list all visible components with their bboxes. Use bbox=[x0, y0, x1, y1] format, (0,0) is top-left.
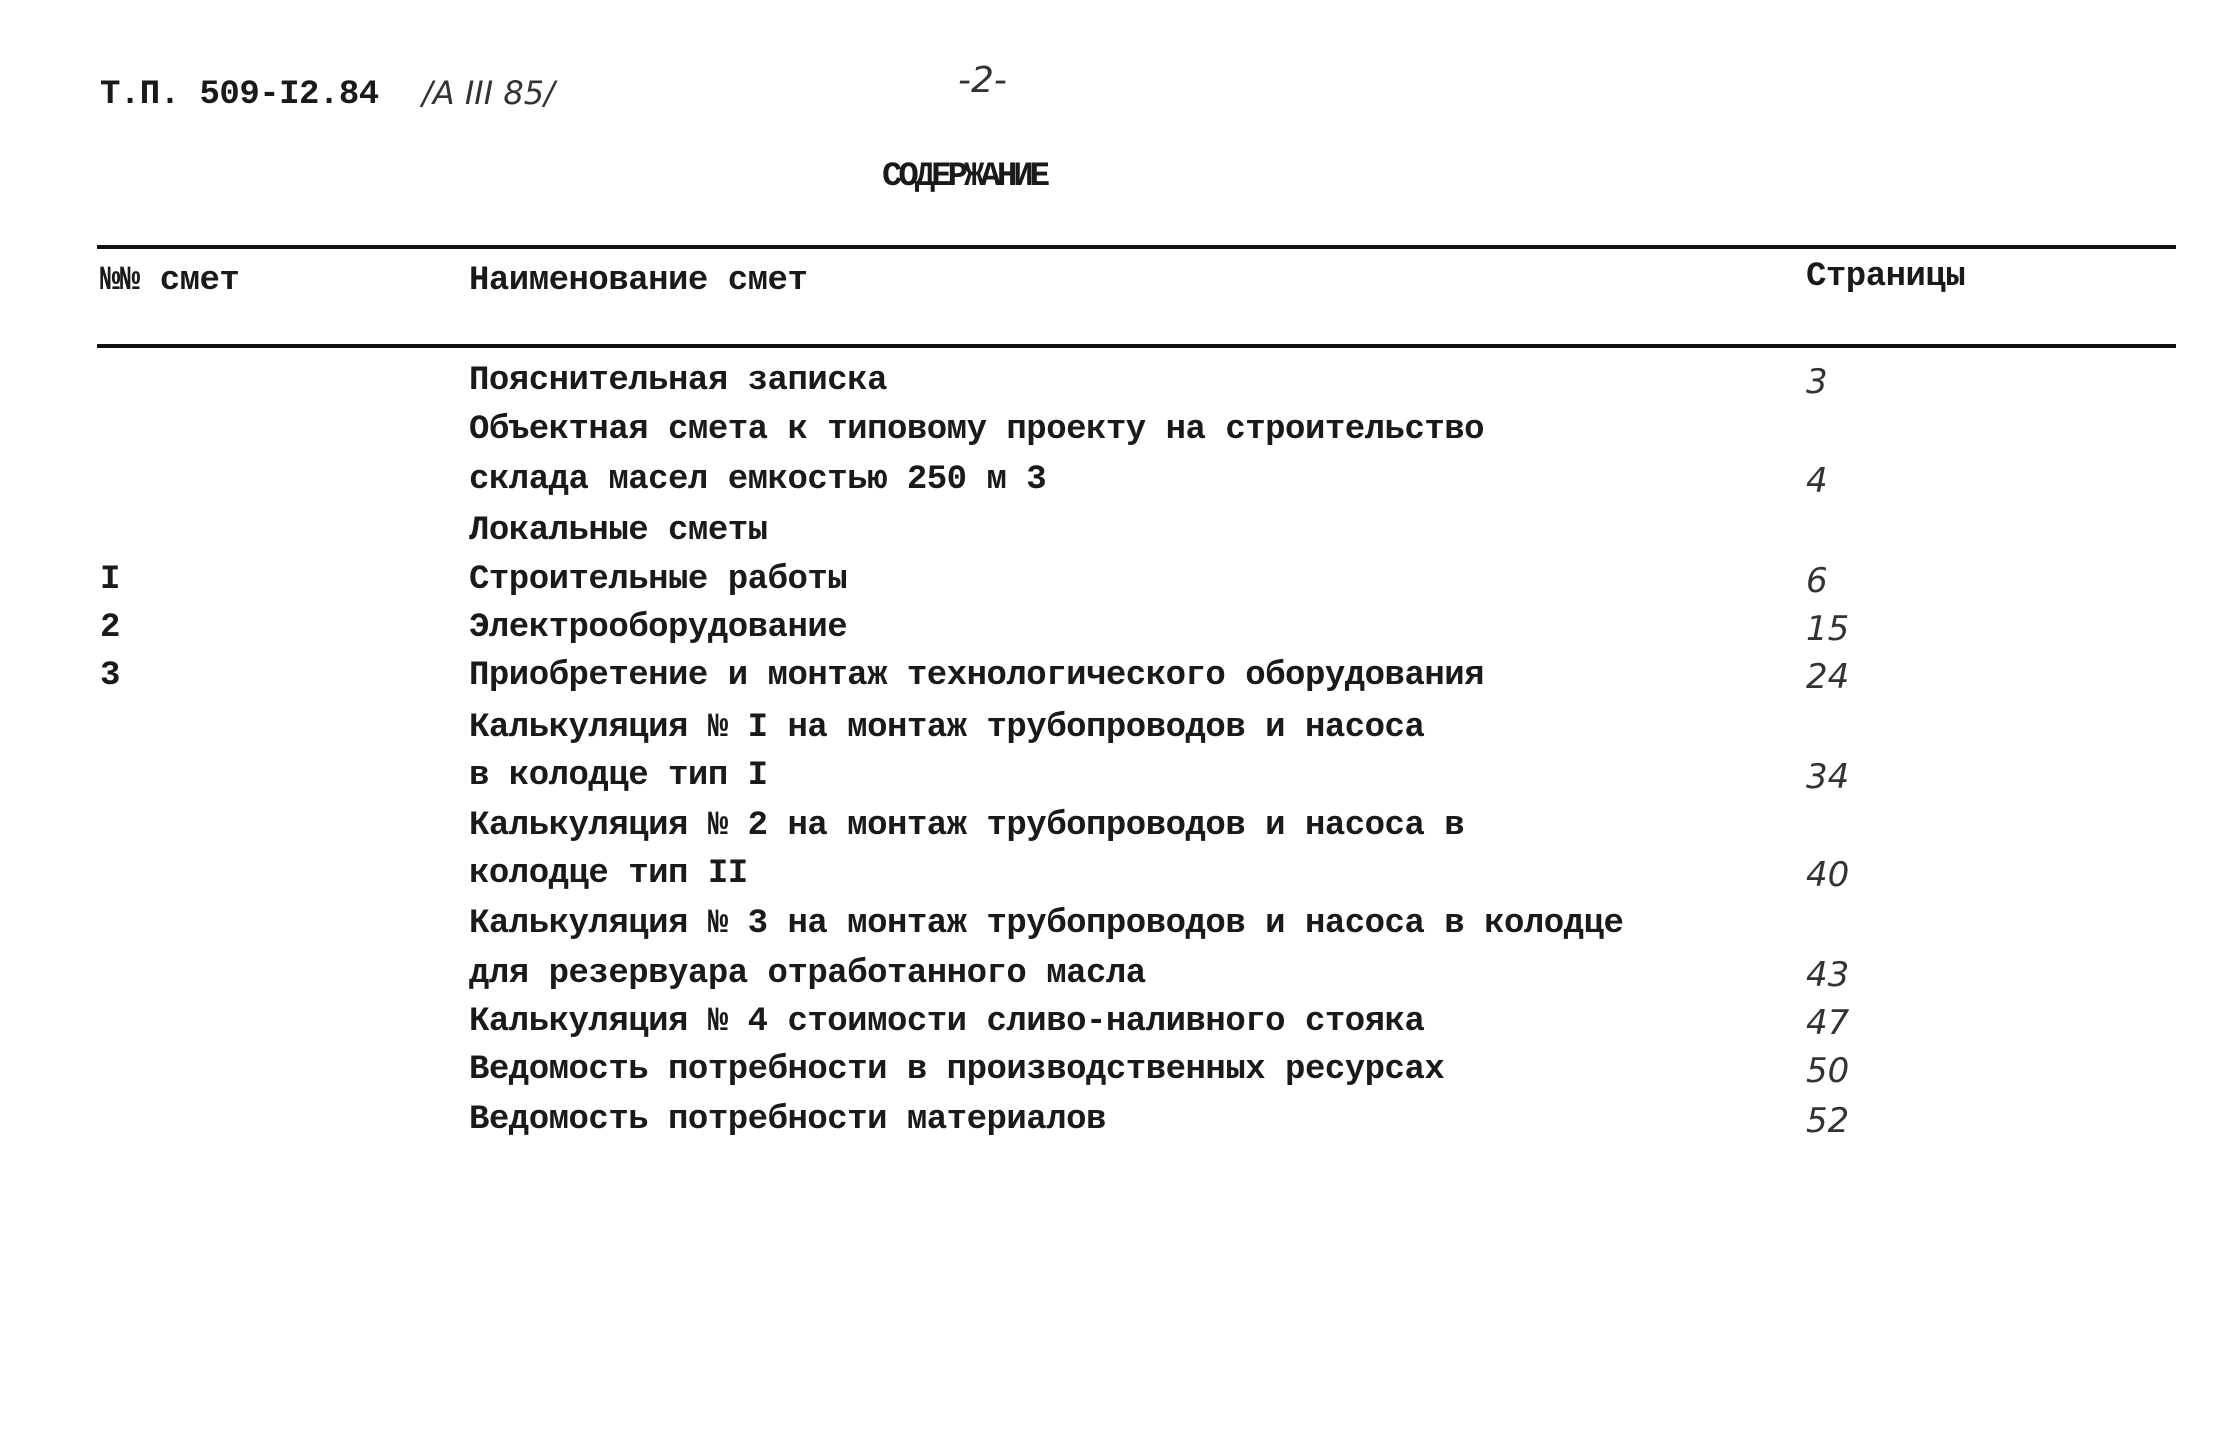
row-page: 15 bbox=[1806, 609, 1850, 649]
handwritten-note: /А III 85/ bbox=[422, 74, 555, 112]
row-number: 2 bbox=[100, 609, 120, 647]
page-title: СОДЕРЖАНИЕ bbox=[882, 158, 1047, 196]
row-name: Строительные работы bbox=[469, 561, 848, 599]
table-row bbox=[0, 362, 2219, 411]
row-name: колодце тип II bbox=[469, 855, 748, 893]
row-name: Объектная смета к типовому проекту на строительство bbox=[469, 411, 1485, 449]
row-page: 47 bbox=[1806, 1003, 1850, 1043]
column-header-name: Наименование смет bbox=[469, 262, 808, 300]
row-page: 50 bbox=[1806, 1051, 1850, 1091]
row-name: Локальные сметы bbox=[469, 512, 768, 550]
column-header-number: №№ смет bbox=[100, 262, 240, 300]
table-row bbox=[0, 757, 2219, 806]
row-page: 3 bbox=[1806, 362, 1828, 402]
table-row bbox=[0, 411, 2219, 460]
table-row bbox=[0, 1101, 2219, 1150]
table-row bbox=[0, 561, 2219, 610]
row-name: Калькуляция № I на монтаж трубопроводов и насоса bbox=[469, 709, 1425, 747]
table-row bbox=[0, 955, 2219, 1004]
row-page: 40 bbox=[1806, 855, 1850, 895]
table-header-rule bbox=[97, 344, 2176, 348]
row-page: 24 bbox=[1806, 657, 1850, 697]
row-name: Приобретение и монтаж технологического оборудования bbox=[469, 657, 1485, 695]
row-name: склада масел емкостью 250 м 3 bbox=[469, 461, 1047, 499]
table-row bbox=[0, 1051, 2219, 1100]
table-row bbox=[0, 609, 2219, 658]
row-name: Пояснительная записка bbox=[469, 362, 887, 400]
table-row bbox=[0, 461, 2219, 510]
table-row bbox=[0, 807, 2219, 856]
row-name: для резервуара отработанного масла bbox=[469, 955, 1146, 993]
row-name: Ведомость потребности материалов bbox=[469, 1101, 1106, 1139]
row-page: 6 bbox=[1806, 561, 1828, 601]
row-name: Калькуляция № 2 на монтаж трубопроводов и насоса в bbox=[469, 807, 1465, 845]
page-number: -2- bbox=[958, 60, 1007, 101]
row-name: Ведомость потребности в производственных ресурсах bbox=[469, 1051, 1445, 1089]
row-page: 43 bbox=[1806, 955, 1850, 995]
column-header-pages: Страницы bbox=[1806, 258, 1966, 296]
table-row bbox=[0, 1003, 2219, 1052]
row-number: 3 bbox=[100, 657, 120, 695]
document-code: Т.П. 509-I2.84 bbox=[100, 76, 379, 114]
table-row bbox=[0, 512, 2219, 561]
table-row bbox=[0, 905, 2219, 954]
table-row bbox=[0, 657, 2219, 706]
table-row bbox=[0, 709, 2219, 758]
row-name: Калькуляция № 3 на монтаж трубопроводов и насоса в колодце bbox=[469, 905, 1624, 943]
row-page: 34 bbox=[1806, 757, 1850, 797]
row-page: 52 bbox=[1806, 1101, 1850, 1141]
row-name: в колодце тип I bbox=[469, 757, 768, 795]
table-top-rule bbox=[97, 245, 2176, 249]
row-page: 4 bbox=[1806, 461, 1828, 501]
row-name: Калькуляция № 4 стоимости сливо-наливного стояка bbox=[469, 1003, 1425, 1041]
table-row bbox=[0, 855, 2219, 904]
row-name: Электрооборудование bbox=[469, 609, 848, 647]
row-number: I bbox=[100, 561, 120, 599]
